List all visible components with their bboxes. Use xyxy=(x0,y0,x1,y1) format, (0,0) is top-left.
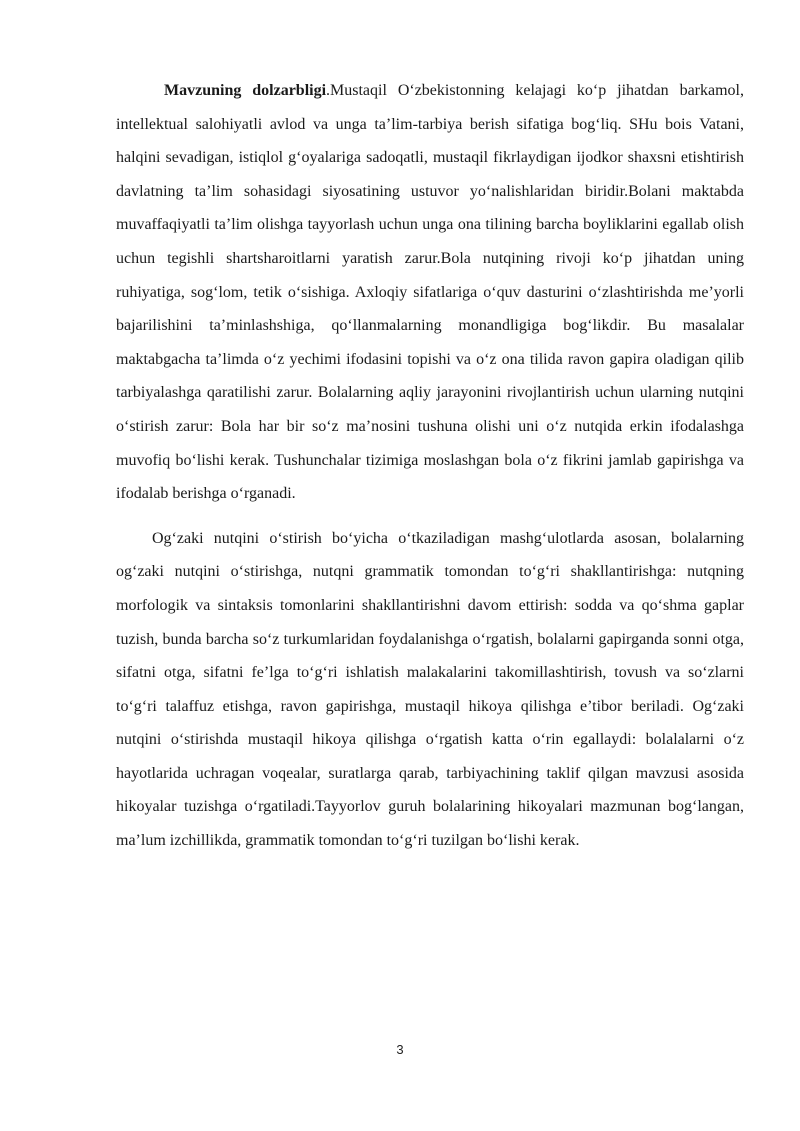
paragraph-heading: Mavzuning dolzarbligi xyxy=(164,82,327,99)
paragraph-relevance xyxy=(116,74,744,511)
paragraph-text: Og‘zaki nutqini o‘stirish bo‘yicha o‘tkaziladigan mashg‘ulotlarda asosan, bolalarning og‘zaki nutqini o‘stirishga, nutqni grammatik tomondan to‘g‘ri shakllantirishga: nutqning morfologik va sintaksis tomonlarini shakllantirishni davom ettirish: sodda va qo‘shma gaplar tuzish, bunda barcha so‘z turkumlaridan foydalanishga o‘rgatish, bolalarni gapirganda sonni otga, sifatni otga, sifatni fe’lga to‘g‘ri ishlatish malakalarini takomillashtirish, tovush va so‘zlarni to‘g‘ri talaffuz etishga, ravon gapirishga, mustaqil hikoya qilishga e’tibor beriladi. Og‘zaki nutqini o‘stirishda mustaqil hikoya qilishga o‘rgatish katta o‘rin egallaydi: bolalalarni o‘z hayotlarida uchragan voqealar, suratlarga qarab, tarbiyachining taklif qilgan mavzusi asosida hikoyalar tuzishga o‘rgatiladi.Tayyorlov guruh bolalarining hikoyalari mazmunan bog‘langan, ma’lum izchillikda, grammatik tomondan to‘g‘ri tuzilgan bo‘lishi kerak. xyxy=(116,529,744,850)
paragraph-oral-speech xyxy=(116,522,744,858)
page-number: 3 xyxy=(396,1042,404,1057)
document-body xyxy=(116,74,744,858)
paragraph-text: .Mustaqil O‘zbekistonning kelajagi ko‘p jihatdan barkamol, intellektual salohiyatli avlod va unga ta’lim-tarbiya berish sifatiga bog‘liq. SHu bois Vatani, halqini sevadigan, istiqlol g‘oyalariga sadoqatli, mustaqil fikrlaydigan ijodkor shaxsni etishtirish davlatning ta’lim sohasidagi siyosatining ustuvor yo‘nalishlaridan biridir.Bolani maktabda muvaffaqiyatli ta’lim olishga tayyorlash uchun unga ona tilining barcha boyliklarini egallab olish uchun tegishli shartsharoitlarni yaratish zarur.Bola nutqining rivoji ko‘p jihatdan uning ruhiyatiga, sog‘lom, tetik o‘sishiga. Axloqiy sifatlariga o‘quv dasturini o‘zlashtirishda me’yorli bajarilishini ta’minlashshiga, qo‘llanmalarning monandligiga bog‘likdir. Bu masalalar maktabgacha ta’limda o‘z yechimi ifodasini topishi va o‘z ona tilida ravon gapira oladigan qilib tarbiyalashga qaratilishi zarur. Bolalarning aqliy jarayonini rivojlantirish uchun ularning nutqini o‘stirish zarur: Bola har bir so‘z ma’nosini tushuna olishi uni o‘z nutqida erkin ifodalashga muvofiq bo‘lishi kerak. Tushunchalar tizimiga moslashgan bola o‘z fikrini jamlab gapirishga va ifodalab berishga o‘rganadi. xyxy=(116,82,745,503)
